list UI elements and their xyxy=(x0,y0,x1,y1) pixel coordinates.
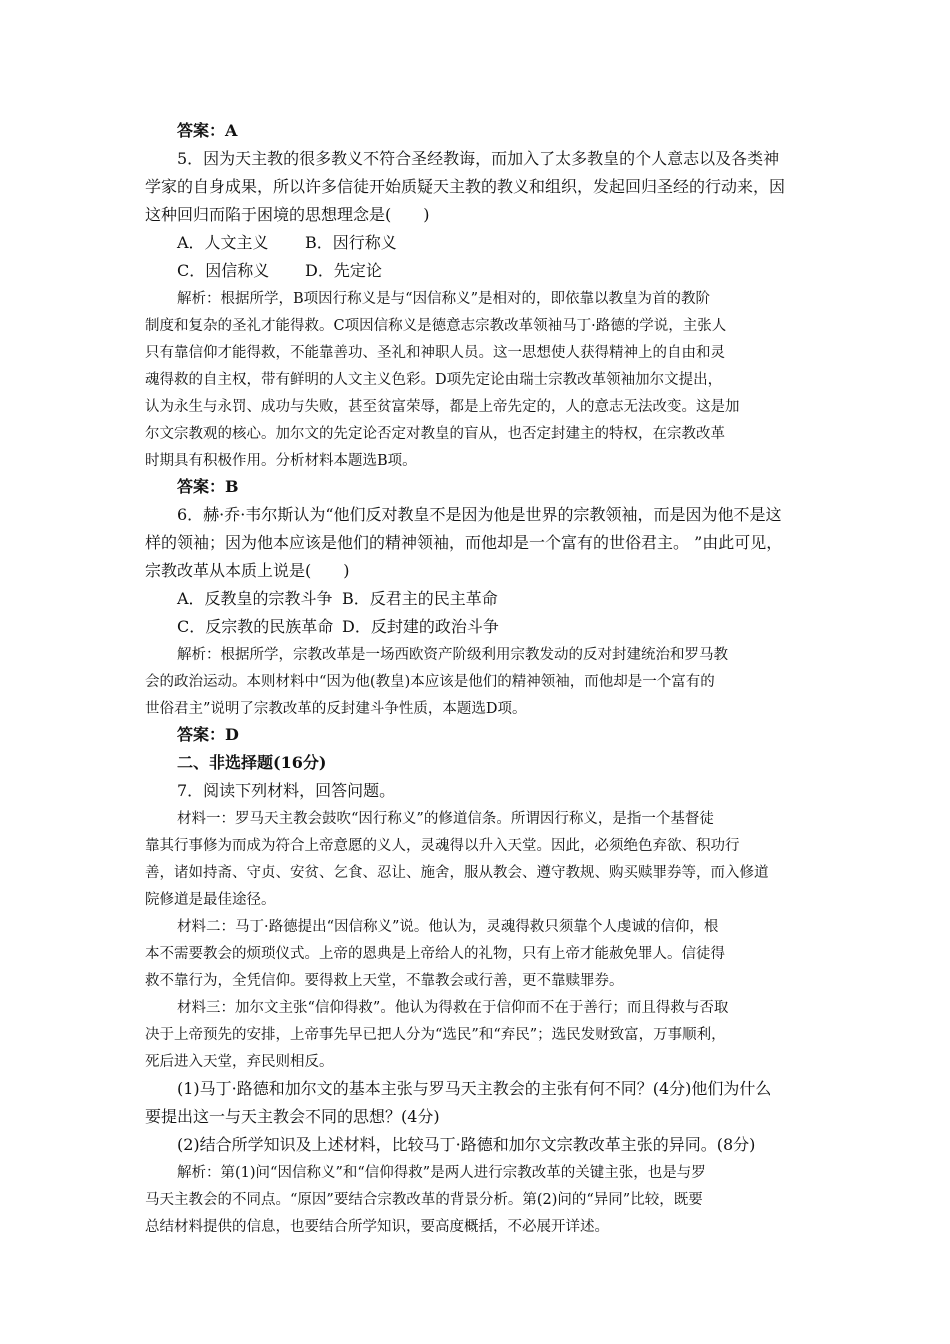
q5-options-row-2 xyxy=(177,258,382,284)
q4-answer: 答案：A xyxy=(177,121,238,140)
q6-analysis-line-3: 世俗君主”说明了宗教改革的反封建斗争性质，本题选D项。 xyxy=(145,701,527,717)
q6-options-row-1 xyxy=(177,586,498,612)
q7-sub1-line-2: 要提出这一与天主教会不同的思想？(4分) xyxy=(145,1107,440,1126)
q5-stem-line-2: 学家的自身成果，所以许多信徒开始质疑天主教的教义和组织，发起回归圣经的行动来，因 xyxy=(145,177,786,196)
q7-material-1-line-4: 院修道是最佳途径。 xyxy=(145,892,276,908)
q5-analysis-line-3: 只有靠信仰才能得救，不能靠善功、圣礼和神职人员。这一思想使人获得精神上的自由和灵 xyxy=(145,345,725,361)
q5-option-c: C．因信称义 xyxy=(177,261,270,280)
q5-analysis-line-1: 解析：根据所学，B项因行称义是与“因信称义”是相对的，即依靠以教皇为首的教阶 xyxy=(177,291,710,307)
q5-option-d: D．先定论 xyxy=(305,261,382,280)
q5-analysis-line-6: 尔文宗教观的核心。加尔文的先定论否定对教皇的盲从，也否定封建主的特权，在宗教改革 xyxy=(145,426,725,442)
q5-option-a: A．人文主义 xyxy=(177,233,269,252)
q6-stem-line-3: 宗教改革从本质上说是( ) xyxy=(145,561,350,580)
q5-answer: 答案：B xyxy=(177,477,239,496)
q7-sub2: (2)结合所学知识及上述材料，比较马丁·路德和加尔文宗教改革主张的异同。(8分) xyxy=(177,1135,756,1154)
q6-analysis-line-2: 会的政治运动。本则材料中“因为他(教皇)本应该是他们的精神领袖，而他却是一个富有的 xyxy=(145,674,715,690)
q6-stem-line-1: 6．赫·乔·韦尔斯认为“他们反对教皇不是因为他是世界的宗教领袖，而是因为他不是这 xyxy=(177,505,782,524)
q6-answer: 答案：D xyxy=(177,725,239,744)
q7-material-3-line-3: 死后进入天堂，弃民则相反。 xyxy=(145,1054,334,1070)
q7-analysis-line-2: 马天主教会的不同点。“原因”要结合宗教改革的背景分析。第(2)问的“异同”比较，既要 xyxy=(145,1192,703,1208)
q7-intro: 7．阅读下列材料，回答问题。 xyxy=(177,781,396,800)
q7-material-1-line-3: 善，诸如持斋、守贞、安贫、乞食、忍让、施舍，服从教会、遵守教规、购买赎罪券等，而入修道 xyxy=(145,865,769,881)
q5-options-row-1 xyxy=(177,230,397,256)
q5-stem-line-1: 5．因为天主教的很多教义不符合圣经教诲，而加入了太多教皇的个人意志以及各类神 xyxy=(177,149,780,168)
q6-analysis-line-1: 解析：根据所学，宗教改革是一场西欧资产阶级利用宗教发动的反对封建统治和罗马教 xyxy=(177,647,728,663)
q6-stem-line-2: 样的领袖；因为他本应该是他们的精神领袖，而他却是一个富有的世俗君主。 ”由此可见， xyxy=(145,533,783,552)
q7-material-1-line-2: 靠其行事修为而成为符合上帝意愿的义人，灵魂得以升入天堂。因此，必须绝色弃欲、积功行 xyxy=(145,838,740,854)
q7-material-3-line-1: 材料三：加尔文主张“信仰得救”。他认为得救在于信仰而不在于善行；而且得救与否取 xyxy=(177,1000,729,1016)
q5-analysis-line-4: 魂得救的自主权，带有鲜明的人文主义色彩。D项先定论由瑞士宗教改革领袖加尔文提出， xyxy=(145,372,723,388)
q7-material-2-line-2: 本不需要教会的烦琐仪式。上帝的恩典是上帝给人的礼物，只有上帝才能赦免罪人。信徒得 xyxy=(145,946,725,962)
q7-material-2-line-3: 救不靠行为，全凭信仰。要得救上天堂，不靠教会或行善，更不靠赎罪券。 xyxy=(145,973,624,989)
q5-analysis-line-2: 制度和复杂的圣礼才能得救。C项因信称义是德意志宗教改革领袖马丁·路德的学说，主张人 xyxy=(145,318,727,334)
q7-material-2-line-1: 材料二：马丁·路德提出“因信称义”说。他认为，灵魂得救只须靠个人虔诚的信仰，根 xyxy=(177,919,719,935)
q7-analysis-line-1: 解析：第(1)问“因信称义”和“信仰得救”是两人进行宗教改革的关键主张，也是与罗 xyxy=(177,1165,706,1181)
q7-sub1-line-1: (1)马丁·路德和加尔文的基本主张与罗马天主教会的主张有何不同？(4分)他们为什么 xyxy=(177,1079,772,1098)
q6-option-b: B．反君主的民主革命 xyxy=(342,589,498,608)
q7-material-3-line-2: 决于上帝预先的安排，上帝事先早已把人分为“选民”和“弃民”；选民发财致富，万事顺利， xyxy=(145,1027,726,1043)
q5-analysis-line-5: 认为永生与永罚、成功与失败，甚至贫富荣辱，都是上帝先定的，人的意志无法改变。这是加 xyxy=(145,399,740,415)
q6-option-d: D．反封建的政治斗争 xyxy=(342,617,499,636)
q6-option-c: C．反宗教的民族革命 xyxy=(177,617,334,636)
q5-option-b: B．因行称义 xyxy=(305,233,397,252)
q5-analysis-line-7: 时期具有积极作用。分析材料本题选B项。 xyxy=(145,453,417,469)
q6-option-a: A．反教皇的宗教斗争 xyxy=(177,589,333,608)
q7-analysis-line-3: 总结材料提供的信息，也要结合所学知识，要高度概括，不必展开详述。 xyxy=(145,1219,609,1235)
q6-options-row-2 xyxy=(177,614,499,640)
q7-material-1-line-1: 材料一：罗马天主教会鼓吹“因行称义”的修道信条。所谓因行称义，是指一个基督徒 xyxy=(177,811,714,827)
q5-stem-line-3: 这种回归而陷于困境的思想理念是( ) xyxy=(145,205,430,224)
section-2-title: 二、非选择题(16分) xyxy=(177,753,327,772)
